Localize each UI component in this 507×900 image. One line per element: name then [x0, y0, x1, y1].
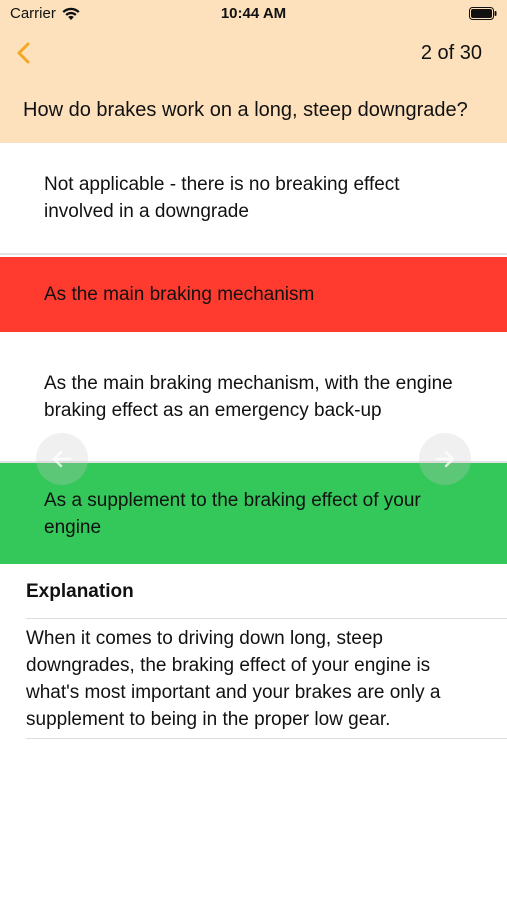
answer-option-label: As the main braking mechanism	[44, 284, 315, 305]
answer-list	[0, 143, 507, 564]
answer-option-1[interactable]	[0, 143, 507, 255]
question-text: How do brakes work on a long, steep downgrade?	[23, 99, 468, 121]
carrier-label: Carrier	[10, 5, 56, 22]
arrow-right-icon	[419, 433, 471, 485]
previous-question-button[interactable]	[36, 433, 88, 485]
explanation-heading: Explanation	[26, 581, 134, 602]
navigation-bar	[0, 30, 507, 76]
next-question-button[interactable]	[419, 433, 471, 485]
status-bar	[0, 0, 507, 30]
answer-option-label: As a supplement to the braking effect of your engine	[44, 489, 421, 538]
answer-option-label: As the main braking mechanism, with the engine braking effect as an emergency back-up	[44, 372, 453, 421]
chevron-left-icon	[10, 36, 42, 70]
answer-option-label: Not applicable - there is no breaking effect involved in a downgrade	[44, 174, 400, 222]
divider	[26, 618, 507, 619]
status-time: 10:44 AM	[220, 5, 287, 22]
back-button[interactable]	[10, 36, 42, 70]
explanation-text: When it comes to driving down long, steep downgrades, the braking effect of your engine is what's most important and your brakes are only a supplement to being in the proper low gear.	[26, 628, 441, 730]
battery-icon	[469, 7, 497, 20]
divider	[26, 738, 507, 739]
question-counter: 2 of 30	[420, 42, 482, 64]
arrow-left-icon	[36, 433, 88, 485]
header-area	[0, 0, 507, 143]
answer-option-2-wrong[interactable]	[0, 257, 507, 332]
